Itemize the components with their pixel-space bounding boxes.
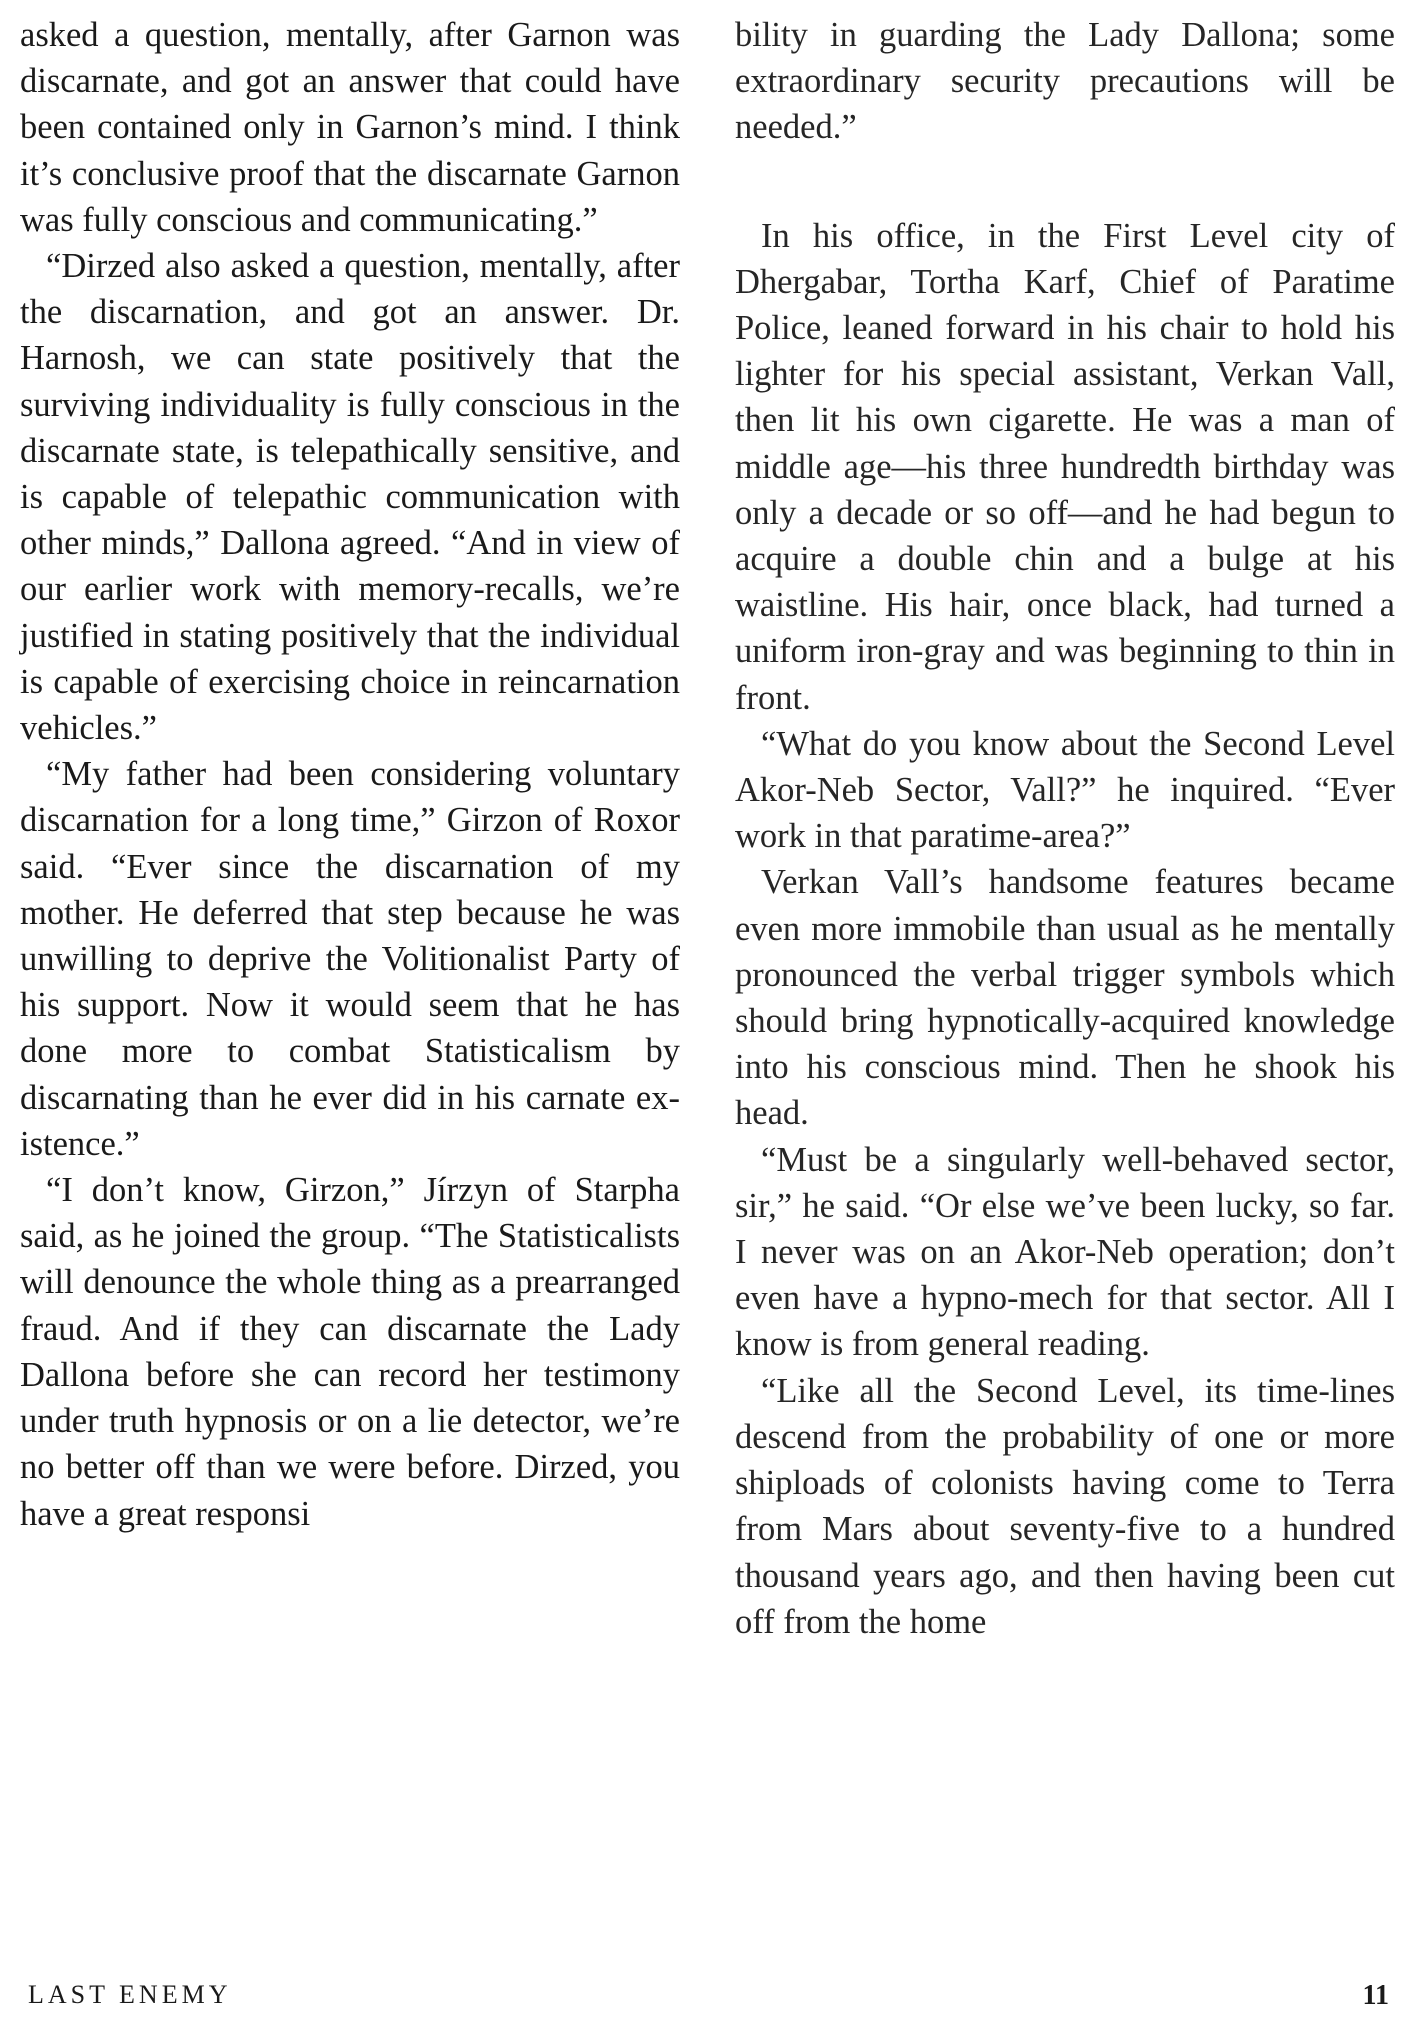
paragraph: “Must be a singularly well-behaved sector, sir,” he said. “Or else we’ve been lucky, so far. I never was on an Akor-Neb operation; don’t even have a hypno-mech for that sector. All I know is from general reading.: [735, 1140, 1395, 1364]
paragraph: asked a question, mentally, after Garnon was discarnate, and got an answer that could have been contained only in Garnon’s mind. I think it’s conclusive proof that the discarnate Garnon was fully conscious and communicating.”: [20, 16, 680, 239]
paragraph: Verkan Vall’s handsome features became even more immobile than usual as he mentally pronounced the verbal trigger symbols which should bring hypnotically-acquired knowledge into his conscious mind. Then he shook his head.: [735, 863, 1395, 1133]
page-footer: [28, 1980, 1389, 2020]
paragraph: “Like all the Second Level, its time-lines descend from the probability of one or more shiploads of colonists having come to Terra from Mars about seventy-five to a hundred thousand years ago, and then having been cut off from the home: [735, 1371, 1395, 1641]
page-number: 11: [1362, 1980, 1389, 2011]
paragraph: In his office, in the First Level city of Dhergabar, Tortha Karf, Chief of Paratime Police, leaned forward in his chair to hold his lighter for his special assistant, Verkan Vall, then lit his own cigarette. He was a man of middle age—his three hundredth birthday was only a decade or so off—and he had begun to acquire a double chin and a bulge at his waistline. His hair, once black, had turned a uniform iron-gray and was beginning to thin in front.: [735, 216, 1395, 717]
paragraph: “My father had been considering voluntary discarnation for a long time,” Girzon of Roxor said. “Ever since the discarnation of my mother. He deferred that step because he was unwilling to deprive the Volitionalist Party of his support. Now it would seem that he has done more to combat Statisticalism by discarnating than he ever did in his carnate existence.”: [20, 755, 680, 1163]
paragraph: “What do you know about the Second Level Akor-Neb Sector, Vall?” he inquired. “Ever work in that paratime-area?”: [735, 724, 1395, 856]
section-break: [735, 151, 1395, 213]
paragraph: “I don’t know, Girzon,” Jírzyn of Starpha said, as he joined the group. “The Statisticalists will denounce the whole thing as a prearranged fraud. And if they can discarnate the Lady Dallona before she can record her testimony under truth hypnosis or on a lie detector, we’re no better off than we were before. Dirzed, you have a great responsi: [20, 1171, 680, 1533]
paragraph: “Dirzed also asked a question, mentally, after the discarnation, and got an answer. Dr. Harnosh, we can state positively that the surviving individuality is fully conscious in the discarnate state, is telepathically sensitive, and is capable of telepathic communication with other minds,” Dallona agreed. “And in view of our earlier work with memory-recalls, we’re justified in stating positively that the individual is capable of exercising choice in reincarnation vehicles.”: [20, 247, 680, 748]
left-column: [20, 12, 680, 1537]
right-column: [735, 12, 1395, 1645]
paragraph-continuation: bility in guarding the Lady Dallona; some extraordinary security precautions will be needed.”: [735, 16, 1395, 147]
running-title: LAST ENEMY: [28, 1980, 232, 2009]
